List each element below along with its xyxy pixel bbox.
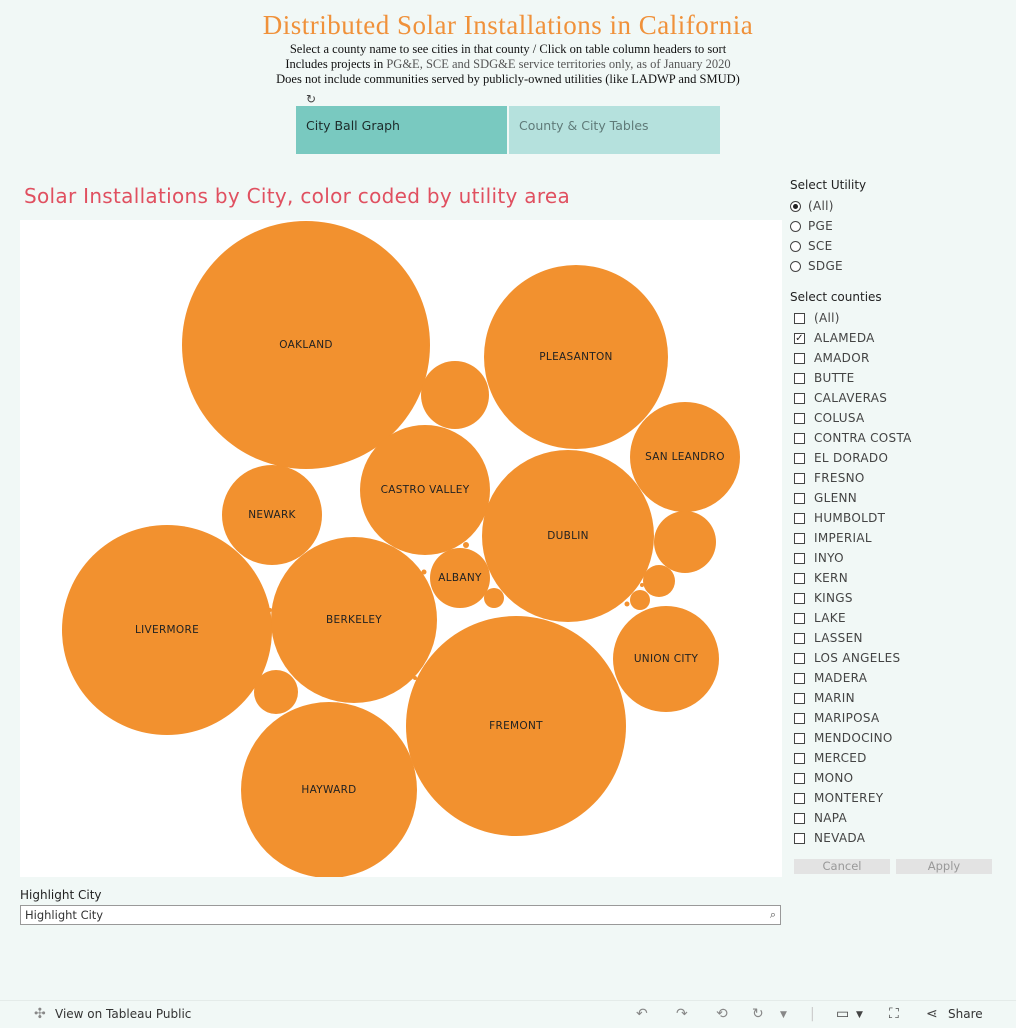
county-option[interactable]: [790, 788, 1000, 808]
dashboard-tabs: [296, 106, 720, 154]
county-filter-list[interactable]: [790, 308, 1000, 846]
utility-filter-title: Select Utility: [790, 178, 867, 192]
utility-option-label: PGE: [808, 219, 834, 233]
county-option-label: GLENN: [814, 491, 858, 505]
county-option-label: MENDOCINO: [814, 731, 893, 745]
radio-button[interactable]: [790, 241, 801, 252]
county-option-label: MONO: [814, 771, 854, 785]
county-option[interactable]: [790, 568, 1000, 588]
device-dropdown-icon[interactable]: ▼: [856, 1010, 863, 1020]
county-option[interactable]: [790, 828, 1000, 846]
checkbox[interactable]: [794, 533, 805, 544]
county-option[interactable]: [790, 348, 1000, 368]
bubble-label: PLEASANTON: [539, 351, 613, 363]
checkbox[interactable]: [794, 753, 805, 764]
county-option-label: NEVADA: [814, 831, 866, 845]
checkbox[interactable]: [794, 373, 805, 384]
bubble-label: FREMONT: [489, 720, 543, 732]
bubble-unlabeled[interactable]: [654, 511, 716, 573]
bubble-unlabeled[interactable]: [630, 590, 650, 610]
checkbox[interactable]: [794, 493, 805, 504]
checkbox[interactable]: [794, 713, 805, 724]
checkbox[interactable]: [794, 733, 805, 744]
checkbox[interactable]: [794, 793, 805, 804]
checkbox[interactable]: [794, 393, 805, 404]
county-option-label: CONTRA COSTA: [814, 431, 912, 445]
checkbox[interactable]: [794, 653, 805, 664]
cancel-button[interactable]: Cancel: [794, 859, 890, 874]
bubble-label: DUBLIN: [547, 530, 589, 542]
county-option-label: MONTEREY: [814, 791, 884, 805]
checkbox[interactable]: [794, 613, 805, 624]
bubble-unlabeled[interactable]: [643, 565, 675, 597]
county-option-label: ALAMEDA: [814, 331, 875, 345]
utility-option-label: SDGE: [808, 259, 843, 273]
county-option-label: MADERA: [814, 671, 868, 685]
county-option[interactable]: [790, 668, 1000, 688]
revert-all-icon[interactable]: ⟲: [716, 1006, 728, 1022]
subtitle-line-3: Does not include communities served by publicly-owned utilities (like LADWP and SMUD): [276, 72, 740, 86]
checkbox[interactable]: [794, 773, 805, 784]
county-option-label: MERCED: [814, 751, 867, 765]
bubble-label: SAN LEANDRO: [645, 451, 725, 463]
radio-button[interactable]: [790, 201, 801, 212]
refresh-icon[interactable]: ↻: [752, 1006, 764, 1022]
county-option[interactable]: [790, 368, 1000, 388]
bubble-label: CASTRO VALLEY: [380, 484, 470, 496]
utility-filter: [790, 196, 1000, 276]
toolbar: [0, 1000, 1016, 1028]
county-option-label: CALAVERAS: [814, 391, 888, 405]
dashboard-title: Distributed Solar Installations in California: [262, 10, 754, 40]
apply-button[interactable]: Apply: [896, 859, 992, 874]
fullscreen-icon[interactable]: ⛶: [889, 1006, 899, 1022]
county-option-label: BUTTE: [814, 371, 855, 385]
county-option[interactable]: [790, 388, 1000, 408]
county-option-label: IMPERIAL: [814, 531, 872, 545]
county-option-label: KINGS: [814, 591, 853, 605]
county-option[interactable]: [790, 728, 1000, 748]
county-option[interactable]: [790, 588, 1000, 608]
checkbox[interactable]: [794, 593, 805, 604]
county-option-label: MARIPOSA: [814, 711, 880, 725]
checkbox[interactable]: [794, 813, 805, 824]
radio-button[interactable]: [790, 261, 801, 272]
bubble-unlabeled[interactable]: [422, 570, 427, 575]
utility-option-label: (All): [808, 199, 834, 213]
county-option[interactable]: [790, 688, 1000, 708]
bubble-unlabeled[interactable]: [268, 608, 272, 612]
county-option[interactable]: [790, 608, 1000, 628]
tableau-logo-icon: ✣: [34, 1006, 46, 1022]
county-option[interactable]: [790, 748, 1000, 768]
header: [0, 8, 1016, 87]
bubble-label: UNION CITY: [633, 653, 699, 665]
filter-buttons: [794, 859, 998, 874]
county-option-label: NAPA: [814, 811, 848, 825]
checkbox[interactable]: [794, 833, 805, 844]
filters-panel: [790, 178, 1000, 846]
highlight-city-label: Highlight City: [20, 888, 102, 902]
highlight-city-input[interactable]: [20, 905, 781, 925]
device-preview-icon[interactable]: ▭: [836, 1006, 850, 1022]
utility-option[interactable]: [790, 196, 1000, 216]
county-option-label: FRESNO: [814, 471, 865, 485]
county-option-label: COLUSA: [814, 411, 865, 425]
county-option[interactable]: [790, 428, 1000, 448]
subtitle-line-2: Includes projects in PG&E, SCE and SDG&E service territories only, as of January 2020: [285, 57, 731, 71]
bubble-chart[interactable]: [20, 220, 782, 877]
county-option[interactable]: [790, 808, 1000, 828]
checkbox[interactable]: [794, 433, 805, 444]
county-option[interactable]: [790, 708, 1000, 728]
bubble-label: BERKELEY: [326, 614, 382, 626]
view-on-tableau-link[interactable]: View on Tableau Public: [55, 1007, 192, 1021]
county-option-label: LASSEN: [814, 631, 863, 645]
county-option-label: HUMBOLDT: [814, 511, 886, 525]
share-icon[interactable]: ⋖: [926, 1006, 938, 1022]
checkbox[interactable]: [794, 553, 805, 564]
radio-button[interactable]: [790, 221, 801, 232]
bubble-label: ALBANY: [438, 572, 482, 584]
checkbox[interactable]: [794, 473, 805, 484]
county-option[interactable]: [790, 768, 1000, 788]
search-icon[interactable]: ⌕: [769, 908, 776, 921]
undo-icon[interactable]: ↶: [636, 1006, 648, 1022]
county-option[interactable]: [790, 408, 1000, 428]
checkbox[interactable]: [794, 633, 805, 644]
tab-county-city-tables[interactable]: County & City Tables: [509, 106, 720, 154]
county-option[interactable]: [790, 628, 1000, 648]
bubble-label: HAYWARD: [301, 784, 357, 796]
utility-option-label: SCE: [808, 239, 833, 253]
county-option-label: EL DORADO: [814, 451, 889, 465]
bubble-unlabeled[interactable]: [413, 676, 417, 680]
county-option-label: MARIN: [814, 691, 855, 705]
bubble-unlabeled[interactable]: [254, 670, 298, 714]
county-option-label: LOS ANGELES: [814, 651, 901, 665]
bubble-unlabeled[interactable]: [463, 542, 469, 548]
county-option[interactable]: [790, 328, 1000, 348]
county-option[interactable]: [790, 488, 1000, 508]
county-option-label: INYO: [814, 551, 844, 565]
revert-icon[interactable]: ↻: [306, 92, 317, 106]
county-option[interactable]: [790, 448, 1000, 468]
highlight-city-placeholder: Highlight City: [25, 908, 104, 922]
county-option[interactable]: [790, 548, 1000, 568]
utility-option[interactable]: [790, 216, 1000, 236]
county-option-label: LAKE: [814, 611, 846, 625]
toolbar-divider: |: [810, 1006, 815, 1022]
checkbox[interactable]: [794, 573, 805, 584]
county-option[interactable]: [790, 508, 1000, 528]
tab-city-ball-graph[interactable]: City Ball Graph: [296, 106, 507, 154]
county-option[interactable]: [790, 308, 1000, 328]
bubble-unlabeled[interactable]: [421, 361, 489, 429]
utility-option[interactable]: [790, 256, 1000, 276]
county-option-label: KERN: [814, 571, 848, 585]
bubble-unlabeled[interactable]: [625, 602, 630, 607]
county-option[interactable]: [790, 648, 1000, 668]
utility-option[interactable]: [790, 236, 1000, 256]
bubble-chart-svg[interactable]: [20, 220, 782, 877]
refresh-dropdown-icon[interactable]: ▼: [780, 1010, 787, 1020]
checkbox[interactable]: [794, 673, 805, 684]
checkbox[interactable]: [794, 513, 805, 524]
county-option-label: AMADOR: [814, 351, 870, 365]
checkbox[interactable]: [794, 313, 805, 324]
county-option[interactable]: [790, 528, 1000, 548]
county-option[interactable]: [790, 468, 1000, 488]
county-option-label: (All): [814, 311, 840, 325]
bubble-label: NEWARK: [248, 509, 296, 521]
bubble-unlabeled[interactable]: [640, 583, 644, 587]
bubble-unlabeled[interactable]: [484, 588, 504, 608]
checkbox[interactable]: ✓: [795, 332, 804, 344]
subtitle-line-1: Select a county name to see cities in that county / Click on table column headers to sort: [289, 42, 727, 56]
checkbox[interactable]: [794, 353, 805, 364]
checkbox[interactable]: [794, 693, 805, 704]
bubble-label: LIVERMORE: [134, 624, 200, 636]
checkbox[interactable]: [794, 453, 805, 464]
county-filter-title: Select counties: [790, 290, 882, 304]
viz-title: Solar Installations by City, color coded by utility area: [24, 184, 571, 208]
bubble-label: OAKLAND: [279, 339, 333, 351]
redo-icon[interactable]: ↷: [676, 1006, 688, 1022]
checkbox[interactable]: [794, 413, 805, 424]
share-button[interactable]: Share: [948, 1007, 983, 1021]
